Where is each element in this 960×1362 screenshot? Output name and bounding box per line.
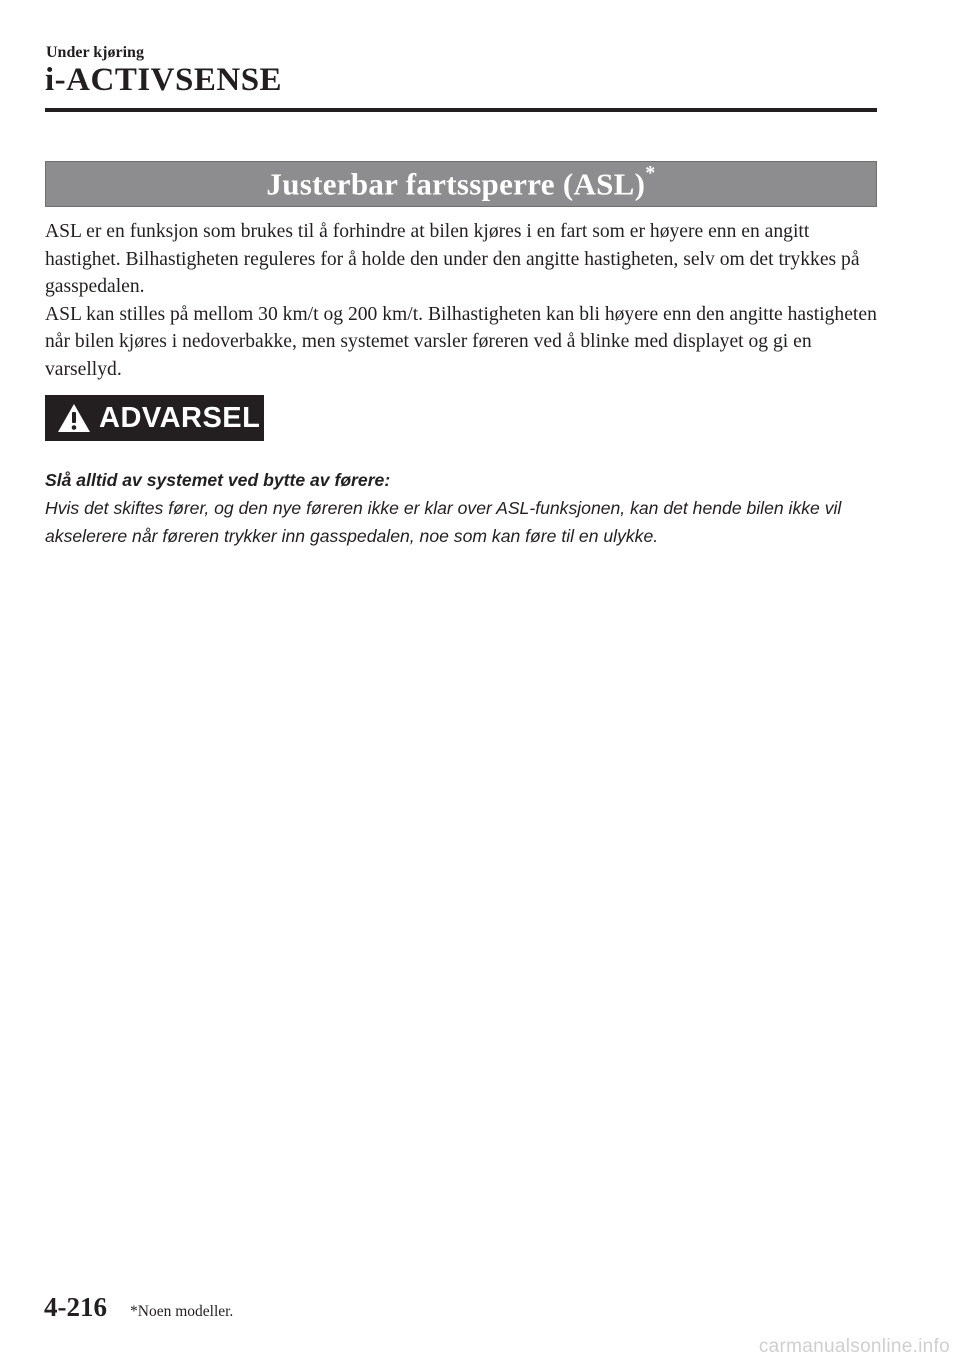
footnote-marker: * <box>645 161 656 184</box>
section-title <box>266 161 656 202</box>
chapter-title: i-ACTIVSENSE <box>45 62 283 98</box>
section-title-text: Justerbar fartssperre (ASL) <box>266 166 646 202</box>
paragraph-description: ASL er en funksjon som brukes til å forhindre at bilen kjøres i en fart som er høyere enn en angitt hastighet. Bilhastigheten reguleres for å holde den under den angitte hastigheten, selv om det trykkes på gasspedalen. <box>45 221 860 297</box>
footnote: *Noen modeller. <box>130 1303 234 1320</box>
paragraph-range: ASL kan stilles på mellom 30 km/t og 200 km/t. Bilhastigheten kan bli høyere enn den angitte hastigheten når bilen kjøres i nedoverbakke, men systemet varsler føreren ved å blinke med displayet og gi en varsellyd. <box>45 303 877 380</box>
warning-text <box>45 466 885 550</box>
page-number: 4-216 <box>44 1292 107 1322</box>
watermark: carmanualsonline.info <box>758 1336 950 1357</box>
header-divider <box>45 108 877 112</box>
warning-badge-label: ADVARSEL <box>99 401 261 434</box>
warning-badge <box>45 395 264 441</box>
section-label: Under kjøring <box>46 44 144 61</box>
section-title-bar <box>45 161 877 207</box>
warning-triangle-icon <box>57 403 91 433</box>
warning-body: Hvis det skiftes fører, og den nye føreren ikke er klar over ASL-funksjonen, kan det hende bilen ikke vil akselerere når føreren trykker inn gasspedalen, noe som kan føre til en ulykke. <box>45 498 842 546</box>
body-text <box>45 218 880 383</box>
warning-heading: Slå alltid av systemet ved bytte av førere: <box>45 470 391 490</box>
